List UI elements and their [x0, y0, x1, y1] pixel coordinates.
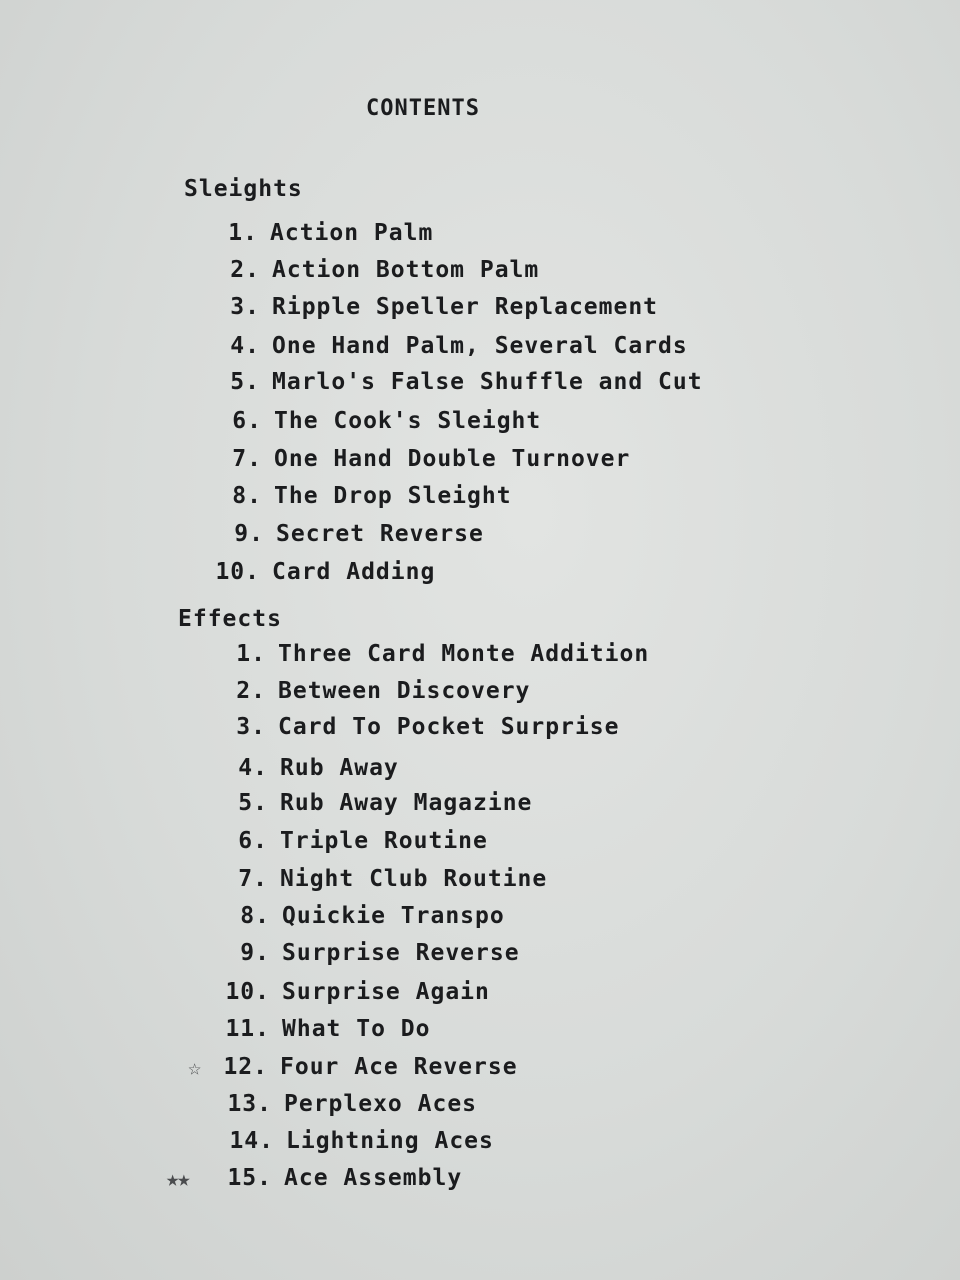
effect-item-4 [218, 755, 399, 781]
sleight-item-3 [210, 294, 658, 320]
item-label: The Cook's Sleight [274, 408, 542, 434]
item-number: 1. [228, 220, 258, 246]
item-label: Action Bottom Palm [272, 257, 540, 283]
item-label: Surprise Reverse [282, 940, 520, 966]
sleight-item-10 [210, 559, 435, 585]
item-number: 5. [230, 369, 260, 395]
item-number: 2. [236, 678, 266, 704]
item-label: One Hand Double Turnover [274, 446, 631, 472]
item-number: 5. [238, 790, 268, 816]
item-number: 15. [227, 1165, 272, 1191]
star-mark-icon: ☆ [188, 1056, 200, 1081]
item-number: 10. [225, 979, 270, 1005]
item-number: 8. [232, 483, 262, 509]
sleight-item-2 [210, 257, 539, 283]
item-label: Card To Pocket Surprise [278, 714, 620, 740]
effect-item-15 [222, 1165, 462, 1191]
sleight-item-9 [214, 521, 484, 547]
item-label: Quickie Transpo [282, 903, 505, 929]
effect-item-8 [220, 903, 505, 929]
effect-item-9 [220, 940, 520, 966]
item-label: Four Ace Reverse [280, 1054, 518, 1080]
item-label: One Hand Palm, Several Cards [272, 333, 688, 359]
section-heading-effects: Effects [178, 606, 282, 632]
item-label: Night Club Routine [280, 866, 548, 892]
item-number: 4. [238, 755, 268, 781]
item-number: 9. [240, 940, 270, 966]
item-number: 8. [240, 903, 270, 929]
page-title: CONTENTS [366, 96, 480, 121]
item-number: 9. [234, 521, 264, 547]
item-label: Perplexo Aces [284, 1091, 478, 1117]
effect-item-12 [218, 1054, 518, 1080]
item-label: What To Do [282, 1016, 431, 1042]
item-label: Secret Reverse [276, 521, 484, 547]
item-number: 11. [225, 1016, 270, 1042]
effect-item-2 [216, 678, 530, 704]
item-number: 7. [238, 866, 268, 892]
sleight-item-7 [212, 446, 630, 472]
item-number: 3. [230, 294, 260, 320]
item-label: Action Palm [270, 220, 434, 246]
sleight-item-4 [210, 333, 688, 359]
item-label: Marlo's False Shuffle and Cut [272, 369, 703, 395]
item-label: Surprise Again [282, 979, 490, 1005]
item-label: The Drop Sleight [274, 483, 512, 509]
item-number: 7. [232, 446, 262, 472]
item-number: 12. [223, 1054, 268, 1080]
section-heading-sleights: Sleights [184, 176, 303, 202]
item-number: 6. [238, 828, 268, 854]
item-number: 4. [230, 333, 260, 359]
item-label: Between Discovery [278, 678, 531, 704]
item-number: 6. [232, 408, 262, 434]
item-number: 3. [236, 714, 266, 740]
item-label: Ace Assembly [284, 1165, 463, 1191]
effect-item-13 [222, 1091, 477, 1117]
sleight-item-8 [212, 483, 512, 509]
item-number: 14. [229, 1128, 274, 1154]
item-number: 10. [215, 559, 260, 585]
star-mark-icon: ★★ [166, 1167, 189, 1192]
item-label: Three Card Monte Addition [278, 641, 650, 667]
effect-item-1 [216, 641, 649, 667]
item-label: Rub Away Magazine [280, 790, 533, 816]
item-number: 1. [236, 641, 266, 667]
effect-item-5 [218, 790, 532, 816]
item-label: Rub Away [280, 755, 399, 781]
effect-item-7 [218, 866, 547, 892]
sleight-item-6 [212, 408, 541, 434]
effect-item-14 [224, 1128, 494, 1154]
item-label: Card Adding [272, 559, 436, 585]
item-label: Triple Routine [280, 828, 488, 854]
sleight-item-1 [208, 220, 433, 246]
item-number: 2. [230, 257, 260, 283]
effect-item-6 [218, 828, 488, 854]
effect-item-11 [220, 1016, 430, 1042]
effect-item-3 [216, 714, 620, 740]
effect-item-10 [220, 979, 490, 1005]
item-number: 13. [227, 1091, 272, 1117]
sleight-item-5 [210, 369, 703, 395]
item-label: Lightning Aces [286, 1128, 494, 1154]
item-label: Ripple Speller Replacement [272, 294, 659, 320]
